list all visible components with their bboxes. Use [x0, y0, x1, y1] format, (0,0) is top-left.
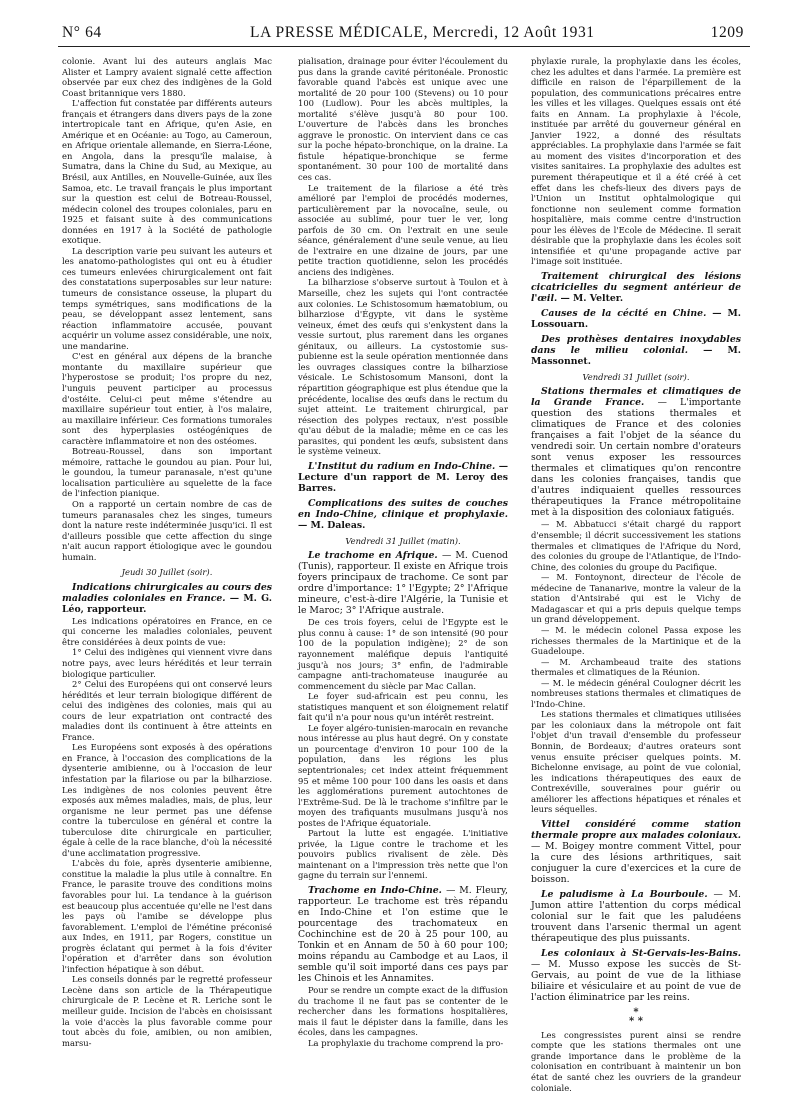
paragraph: On a rapporté un certain nombre de cas de tumeurs paranasales chez les singes, tumeurs dont la nature reste indéterminée jusqu'ici. Il est d'ailleurs possible que cette affection du singe n'ait aucun rapport étiologique avec le goundou humain.: [62, 498, 272, 562]
section-title: Vittel considéré comme station thermale propre aux malades coloniaux.: [531, 818, 741, 841]
section-title: Causes de la cécité en Chine.: [541, 307, 707, 319]
paragraph: — M. Fontoynont, directeur de l'école de médecine de Tananarive, montre la valeur de la station d'Antsirabé qui est le Vichy de Madagascar et qui a pris depuis quelque temps un grand développement.: [531, 572, 741, 625]
paragraph: — M. Abbatucci s'était chargé du rapport d'ensemble; il décrit successivement les stations thermales et climatiques de l'Afrique du Nord, des colonies du groupe de l'Atlantique, de l'Indo-Chine, des colonies du groupe du Pacifique.: [531, 519, 741, 572]
page-number: 1209: [710, 24, 744, 41]
journal-title: LA PRESSE MÉDICALE, Mercredi, 12 Août 1931: [250, 24, 595, 41]
section-author: — M. Fleury, rapporteur. Le trachome est très répandu en Indo-Chine et l'on estime que le pourcentage des trachomateux en Cochinchine est de 20 à 25 pour 100, au Tonkin et en Annam de 50 à 60 pour 100; moins répandu au Cambodge et au Laos, il semble qu'il soit importé dans ces pays par les Chinois et les Annamites.: [298, 885, 508, 984]
section-title: Trachome en Indo-Chine.: [308, 885, 442, 896]
section-heading: [298, 461, 508, 494]
paragraph: Botreau-Roussel, dans son important mémoire, rattache le goundou au pian. Pour lui, le goundou, la tumeur paranasale, n'est qu'une localisation particulière au squelette de la face de l'infection pianique.: [62, 446, 272, 499]
section-author: — M. G. Léo, rapporteur.: [62, 592, 272, 615]
section-author: — M. Jumon attire l'attention du corps médical colonial sur le fait que les paludéens trouvent dans l'arsenic thermal un agent thérapeutique des plus puissants.: [531, 888, 741, 944]
section-heading: [298, 885, 508, 984]
paragraph: Le foyer sud-africain est peu connu, les statistiques manquent et son éloignement relatif fait qu'il n'a pour nous qu'un intérêt restreint.: [298, 691, 508, 723]
section-author: — Lecture d'un rapport de M. Leroy des Barres.: [298, 460, 508, 494]
section-title: Le trachome en Afrique.: [308, 550, 438, 562]
section-heading: [531, 889, 741, 944]
paragraph: pialisation, drainage pour éviter l'écoulement du pus dans la grande cavité péritonéale. Pronostic favorable quand l'abcès est unique avec une mortalité de 20 pour 100 (Stevens) ou 10 pour 100 (Ludlow). Pour les abcès multiples, la mortalité s'élève jusqu'à 80 pour 100. L'ouverture de l'abcès dans les bronches aggrave le pronostic. On intervient dans ce cas sur la poche hépato-bronchique, on la draine. La fistule hépatique-bronchique se ferme spontanément. 30 pour 100 de mortalité dans ces cas.: [298, 56, 508, 183]
paragraph: L'abcès du foie, après dysenterie amibienne, constitue la maladie la plus utile à connaître. En France, le parasite trouve des conditions moins favorables pour lui. La tendance à la guérison est beaucoup plus accentuée qu'elle ne l'est dans les pays où l'amibe se développe plus favorablement. L'emploi de l'émétine préconisé aux Indes, en 1911, par Rogers, constitue un progrès éclatant qui permet à la fois d'éviter l'opération et d'arrêter dans son évolution l'infection hépatique à son début.: [62, 858, 272, 974]
section-heading: [531, 948, 741, 1003]
section-title: Le paludisme à La Bourboule.: [541, 888, 708, 900]
section-heading: [531, 334, 741, 367]
paragraph: — M. le médecin colonel Passa expose les richesses thermales de la Martinique et de la Guadeloupe.: [531, 624, 741, 657]
column-2: [298, 56, 508, 1061]
paragraph: C'est en général aux dépens de la branche montante du maxillaire supérieur que l'hyperostose se produit; l'os propre du nez, l'unguis peuvent participer au processus d'ostéite. Celui-ci peut même s'étendre au maxillaire supérieur tout entier, à l'os malaire, au maxillaire inférieur. Ces formations tumorales sont des hyperplasies ostéogéniques de caractère inflammatoire et non des ostéomes.: [62, 351, 272, 446]
paragraph: La description varie peu suivant les auteurs et les anatomo-pathologistes qui ont eu à étudier ces tumeurs enlevées chirurgicalement ont fait des constatations superposables sur leur nature: tumeurs de consistance osseuse, la plupart du temps symétriques, sans modifications de la peau, se développant assez lentement, sans réaction inflammatoire accusée, pouvant acquérir un volume assez considérable, une noix, une mandarine.: [62, 245, 272, 351]
section-author: — M. Lossouarn.: [531, 307, 741, 330]
section-author: — M. Massonnet.: [531, 344, 741, 367]
section-title: Traitement chirurgical des lésions cicatricielles du segment antérieur de l'œil.: [531, 270, 741, 304]
paragraph: — M. le médecin général Coulogner décrit les nombreuses stations thermales et climatiques de l'Indo-Chine.: [531, 677, 741, 709]
section-heading: [298, 498, 508, 531]
session-heading: Jeudi 30 Juillet (soir).: [121, 567, 213, 578]
section-heading: [531, 308, 741, 330]
paragraph: La prophylaxie du trachome comprend la pro-: [308, 1037, 504, 1048]
section-author: — M. Cuenod (Tunis), rapporteur. Il existe en Afrique trois foyers principaux de trachome. Ce sont par ordre d'importance: 1° l'Egypte; 2° l'Afrique mineure, c'est-à-dire l'Algérie, la Tunisie et le Maroc; 3° l'Afrique australe.: [298, 550, 508, 617]
section-title: Des prothèses dentaires inoxydables dans le milieu colonial.: [531, 333, 741, 356]
paragraph: Les indications opératoires en France, en ce qui concerne les maladies coloniales, peuvent être considérées à deux points de vue:: [62, 615, 272, 647]
section-author: — L'importante question des stations thermales et climatiques de France et des colonies françaises a fait l'objet de la séance du vendredi soir. Un certain nombre d'orateurs sont venus exposer les ressources thermales et climatiques qu'on rencontre dans les colonies françaises, tandis que d'autres indiquaient quelles ressources thérapeutiques la France métropolitaine met à la disposition des coloniaux fatigués.: [531, 397, 741, 519]
session-heading: Vendredi 31 Juillet (soir).: [582, 371, 690, 382]
column-1: [62, 56, 272, 1061]
paragraph: Les conseils donnés par le regretté professeur Lecène dans son article de la Thérapeutique chirurgicale de P. Lecène et R. Leriche sont le meilleur guide. Incision de l'abcès en choisissant la voie d'accès la plus favorable comme pour tout abcès du foie, amibien, ou non amibien, marsu-: [62, 974, 272, 1048]
paragraph: Le traitement de la filariose a été très amélioré par l'emploi de procédés modernes, particulièrement par la novocaïne, seule, ou associée au sublimé, pour tuer le ver, long parfois de 30 cm. On l'extrait en une seule séance, généralement d'une seule venue, au lieu de l'extraire en une dizaine de jours, par une petite traction quotidienne, selon les procédés anciens des indigènes.: [298, 182, 508, 277]
column-3: [531, 56, 741, 1093]
page-header: [60, 22, 746, 46]
section-author: — M. Boigey montre comment Vittel, pour la cure des lésions arthritiques, sait conjuguer la cure d'exercices et la cure de boisson.: [531, 840, 741, 885]
section-title: Indications chirurgicales au cours des maladies coloniales en France.: [62, 581, 272, 604]
paragraph: La bilharziose s'observe surtout à Toulon et à Marseille, chez les sujets qui l'ont contractée aux colonies. Le Schistosomum hæmatobium, ou bilharziose d'Égypte, vit dans le système veineux, émet des œufs qui s'enkystent dans la vessie surtout, plus rarement dans les organes génitaux, ou ailleurs. La cystostomie sus-pubienne est la seule opération mentionnée dans les ouvrages classiques contre la bilharziose vésicale. Le Schistosomum Mansoni, dont la répartition géographique est plus étendue que la précédente, localise des œufs dans le rectum du sujet atteint. Le traitement chirurgical, par résection des polypes rectaux, n'est possible qu'au début de la maladie; même en ce cas les parasites, qui pondent les œufs, subsistent dans le système veineux.: [298, 277, 508, 457]
section-title: Complications des suites de couches en Indo-Chine, clinique et prophylaxie.: [298, 497, 508, 520]
section-heading: [531, 386, 741, 518]
paragraph: — M. Archambeaud traite des stations thermales et climatiques de la Réunion.: [531, 656, 741, 678]
paragraph: Les congressistes purent ainsi se rendre compte que les stations thermales ont une grande importance dans le problème de la colonisation en contribuant à maintenir un bon état de santé chez les ouvriers de la grandeur coloniale.: [531, 1029, 741, 1093]
section-title: L'Institut du radium en Indo-Chine.: [308, 460, 496, 472]
issue-number: N° 64: [62, 24, 102, 41]
section-author: — M. Musso expose les succès de St-Gervais, au point de vue de la lithiase biliaire et vésiculaire et au point de vue de l'action éliminatrice par les reins.: [531, 958, 741, 1003]
section-heading: [62, 582, 272, 615]
paragraph: colonie. Avant lui des auteurs anglais Mac Alister et Lampry avaient signalé cette affection observée par eux chez des indigènes de la Gold Coast britannique vers 1880.: [62, 56, 272, 98]
paragraph: L'affection fut constatée par différents auteurs français et étrangers dans divers pays de la zone intertropicale tant en Afrique, qu'en Asie, en Amérique et en Océanie: au Togo, au Cameroun, en Afrique orientale allemande, en Sierra-Léone, en Angola, dans la presqu'île malaise, à Sumatra, dans la Chine du Sud, au Mexique, au Brésil, aux Antilles, en Nouvelle-Guinée, aux îles Samoa, etc. Le travail français le plus important sur la question est celui de Botreau-Roussel, médecin colonel des troupes coloniales, paru en 1925 et faisant suite à des communications données en 1917 à la Société de pathologie exotique.: [62, 98, 272, 246]
paragraph: Le foyer algéro-tunisien-marocain en revanche nous intéresse au plus haut degré. On y constate un pourcentage d'environ 10 pour 100 de la population, dans les régions les plus septentrionales; cet index atteint fréquemment 95 et même 100 pour 100 dans les oasis et dans les agglomérations purement autochtones de l'Extrême-Sud. De là le trachome s'infiltre par le moyen des trafiquants musulmans jusqu'à nos postes de l'Afrique équatoriale.: [298, 722, 508, 828]
section-heading: [531, 271, 741, 304]
section-title: Les coloniaux à St-Gervais-les-Bains.: [541, 947, 741, 959]
paragraph: 1° Celui des indigènes qui viennent vivre dans notre pays, avec leurs hérédités et leur terrain biologique particulier.: [62, 647, 272, 679]
section-separator-stars: * * *: [629, 1006, 643, 1027]
section-author: — M. Velter.: [560, 292, 624, 304]
header-rule: [58, 46, 750, 47]
paragraph: 2° Celui des Européens qui ont conservé leurs hérédités et leur terrain biologique différent de celui des indigènes des colonies, mais qui au cours de leur expatriation ont contracté des maladies dont ils continuent à être atteints en France.: [62, 679, 272, 742]
section-title: Stations thermales et climatiques de la Grande France.: [531, 386, 741, 409]
section-heading: [298, 550, 508, 616]
session-heading: Vendredi 31 Juillet (matin).: [345, 535, 461, 546]
paragraph: Les Européens sont exposés à des opérations en France, à l'occasion des complications de la dysenterie amibienne, ou à l'occasion de leur infestation par la filariose ou par la bilharziose. Les indigènes de nos colonies peuvent être exposés aux mêmes maladies, mais, de plus, leur organisme ne leur permet pas une défense contre la tuberculose en général et contre la tuberculose dite chirurgicale en particulier, égale à celle de la race blanche, d'où la nécessité d'une acclimatation progressive.: [62, 742, 272, 858]
section-heading: [531, 819, 741, 885]
paragraph: Pour se rendre un compte exact de la diffusion du trachome il ne faut pas se contenter de le rechercher dans les formations hospitalières, mais il faut le dépister dans la famille, dans les écoles, dans les campagnes.: [298, 985, 508, 1038]
section-author: — M. Daleas.: [298, 519, 366, 531]
paragraph: phylaxie rurale, la prophylaxie dans les écoles, chez les adultes et dans l'armée. La première est difficile en raison de l'éparpillement de la population, des communications précaires entre les villes et les villages. Quelques essais ont été faits en Annam. La prophylaxie à l'école, instituée par arrêté du gouverneur général en Janvier 1922, a donné des résultats appréciables. La prophylaxie dans l'armée se fait au moment des visites d'incorporation et des visites sanitaires. La prophylaxie des adultes est purement thérapeutique et il a été créé à cet effet dans les chefs-lieux des divers pays de l'Union un Institut ophtalmologique qui fonctionne non seulement comme formation hospitalière, mais comme centre d'instruction pour les élèves de l'Ecole de Médecine. Il serait désirable que la prophylaxie dans les écoles soit intensifiée et qu'une propagande active par l'image soit instituée.: [531, 56, 741, 267]
paragraph: Partout la lutte est engagée. L'initiative privée, la Ligue contre le trachome et les pouvoirs publics rivalisent de zèle. Dès maintenant on a l'impression très nette que l'on gagne du terrain sur l'ennemi.: [298, 828, 508, 881]
paragraph: De ces trois foyers, celui de l'Egypte est le plus connu à cause: 1° de son intensité (90 pour 100 de la population indigène); 2° de son rayonnement maléfique depuis l'antiquité jusqu'à nos jours; 3° enfin, de l'admirable campagne anti-trachomateuse inaugurée au commencement du siècle par Mac Callan.: [298, 617, 508, 691]
paragraph: Les stations thermales et climatiques utilisées par les coloniaux dans la métropole ont fait l'objet d'un travail d'ensemble du professeur Bonnin, de Bordeaux; d'autres orateurs sont venus ensuite préciser quelques points. M. Bichelonne envisage, au point de vue colonial, les indications thérapeutiques des eaux de Contrexéville, souveraines pour guérir ou améliorer les affections hépatiques et rénales et leurs séquelles.: [531, 709, 741, 815]
